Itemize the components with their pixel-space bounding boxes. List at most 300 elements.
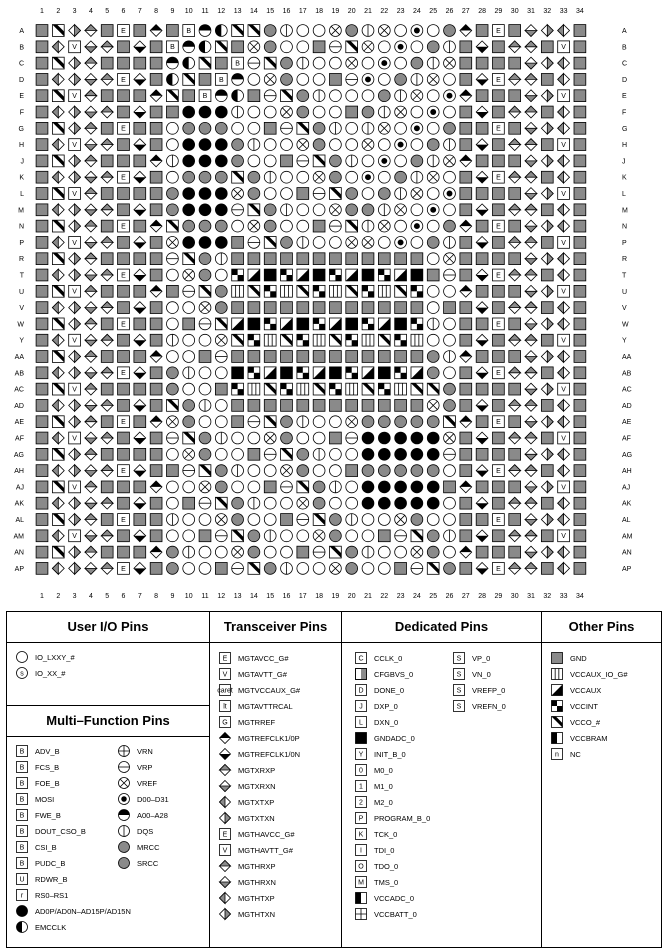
pin-cell bbox=[36, 171, 48, 183]
pin-cell bbox=[509, 155, 521, 167]
pin-cell bbox=[297, 155, 309, 167]
svg-text:Y: Y bbox=[358, 751, 364, 759]
pin-cell bbox=[460, 41, 472, 53]
pin-cell bbox=[476, 497, 488, 509]
pin-cell bbox=[346, 106, 358, 118]
pin-cell bbox=[232, 220, 244, 232]
row-label: U bbox=[18, 288, 24, 296]
pin-cell bbox=[558, 465, 570, 477]
pin-cell bbox=[493, 139, 505, 151]
pin-cell bbox=[346, 25, 358, 37]
pin-cell bbox=[85, 139, 97, 151]
pin-cell bbox=[460, 302, 472, 314]
pin-cell bbox=[248, 122, 260, 134]
pin-cell bbox=[411, 237, 423, 249]
pin-cell bbox=[150, 188, 162, 200]
pin-cell bbox=[541, 497, 553, 509]
column-label: 5 bbox=[105, 8, 110, 15]
pin-cell bbox=[378, 334, 390, 346]
pin-cell bbox=[493, 90, 505, 102]
pin-cell bbox=[346, 546, 358, 558]
pin-cell bbox=[460, 57, 472, 69]
pin-cell bbox=[264, 285, 276, 297]
pin-cell bbox=[101, 155, 113, 167]
pin-cell bbox=[346, 497, 358, 509]
pin-cell bbox=[134, 302, 146, 314]
legend-item bbox=[218, 906, 300, 922]
legend-label: VREFN_0 bbox=[472, 701, 506, 711]
column-label: 7 bbox=[137, 593, 142, 600]
pin-cell bbox=[232, 41, 244, 53]
pin-cell bbox=[183, 383, 195, 395]
pin-cell bbox=[378, 106, 390, 118]
pin-cell bbox=[362, 530, 374, 542]
circle-bar-icon bbox=[117, 824, 131, 838]
column-label: 4 bbox=[88, 8, 93, 15]
pin-cell bbox=[85, 122, 97, 134]
legend-item bbox=[550, 714, 628, 730]
pin-cell bbox=[525, 367, 537, 379]
column-label: 19 bbox=[331, 8, 340, 15]
svg-text:r: r bbox=[20, 892, 24, 900]
pin-cell bbox=[362, 546, 374, 558]
pin-cell bbox=[509, 106, 521, 118]
b-icon bbox=[15, 856, 29, 870]
svg-text:E: E bbox=[496, 27, 501, 35]
legend-label: RDWR_B bbox=[35, 874, 68, 884]
pin-cell bbox=[297, 465, 309, 477]
row-label: AH bbox=[622, 468, 632, 476]
column-label: 30 bbox=[510, 593, 519, 600]
pin-cell bbox=[232, 318, 244, 330]
pin-cell bbox=[313, 334, 325, 346]
pin-cell bbox=[167, 351, 179, 363]
pin-cell bbox=[167, 530, 179, 542]
column-label: 20 bbox=[347, 593, 356, 600]
pin-cell bbox=[183, 139, 195, 151]
pin-cell bbox=[411, 25, 423, 37]
svg-text:E: E bbox=[121, 27, 126, 35]
pin-cell bbox=[215, 351, 227, 363]
pin-cell bbox=[313, 220, 325, 232]
pin-cell bbox=[444, 432, 456, 444]
legend-label: INIT_B_0 bbox=[374, 749, 406, 759]
pin-cell bbox=[378, 122, 390, 134]
legend-item bbox=[354, 810, 430, 826]
pin-cell bbox=[574, 302, 586, 314]
pin-cell bbox=[411, 74, 423, 86]
pin-cell bbox=[297, 367, 309, 379]
pin-cell bbox=[118, 334, 130, 346]
pin-cell bbox=[525, 481, 537, 493]
pin-cell bbox=[199, 530, 211, 542]
pin-cell bbox=[493, 400, 505, 412]
pin-cell bbox=[525, 432, 537, 444]
pin-cell bbox=[411, 400, 423, 412]
pin-cell bbox=[215, 514, 227, 526]
pin-cell bbox=[395, 139, 407, 151]
pin-cell bbox=[101, 383, 113, 395]
pin-cell bbox=[574, 41, 586, 53]
pin-cell bbox=[167, 269, 179, 281]
pin-cell bbox=[427, 448, 439, 460]
column-label: 21 bbox=[364, 593, 372, 600]
pin-cell bbox=[509, 237, 521, 249]
pin-cell bbox=[493, 155, 505, 167]
pin-cell bbox=[525, 465, 537, 477]
pin-cell bbox=[101, 481, 113, 493]
pin-cell bbox=[232, 514, 244, 526]
pin-cell bbox=[101, 25, 113, 37]
row-label: L bbox=[622, 191, 626, 198]
pin-cell bbox=[150, 204, 162, 216]
legend-item bbox=[117, 759, 169, 775]
pin-cell bbox=[134, 74, 146, 86]
pin-cell bbox=[134, 220, 146, 232]
pin-cell bbox=[167, 302, 179, 314]
column-label: 28 bbox=[478, 593, 486, 600]
dedicated-left-list bbox=[354, 650, 430, 922]
pin-cell bbox=[118, 351, 130, 363]
pin-cell bbox=[281, 90, 293, 102]
pin-cell bbox=[36, 188, 48, 200]
pin-cell bbox=[346, 285, 358, 297]
pin-cell bbox=[101, 563, 113, 575]
legend-item bbox=[15, 665, 201, 681]
pin-cell bbox=[558, 334, 570, 346]
pin-cell bbox=[330, 416, 342, 428]
pin-cell bbox=[558, 253, 570, 265]
pin-cell bbox=[118, 285, 130, 297]
pin-cell bbox=[150, 334, 162, 346]
pin-cell bbox=[541, 351, 553, 363]
r-icon bbox=[15, 888, 29, 902]
pin-cell bbox=[134, 465, 146, 477]
pin-cell bbox=[493, 171, 505, 183]
pin-cell bbox=[509, 481, 521, 493]
pin-cell bbox=[346, 188, 358, 200]
column-label: 31 bbox=[527, 8, 535, 15]
pin-cell bbox=[427, 155, 439, 167]
pin-cell bbox=[85, 269, 97, 281]
row-label: J bbox=[20, 158, 24, 166]
pin-cell bbox=[215, 106, 227, 118]
row-label: U bbox=[622, 288, 628, 296]
svg-text:E: E bbox=[496, 516, 501, 524]
pin-cell bbox=[215, 155, 227, 167]
pin-cell bbox=[509, 204, 521, 216]
pin-cell bbox=[264, 563, 276, 575]
pin-cell bbox=[215, 220, 227, 232]
pin-cell bbox=[427, 253, 439, 265]
pin-cell bbox=[444, 351, 456, 363]
pin-cell bbox=[509, 90, 521, 102]
pin-cell bbox=[493, 253, 505, 265]
pin-cell bbox=[264, 269, 276, 281]
pin-cell bbox=[574, 432, 586, 444]
pin-cell bbox=[346, 237, 358, 249]
column-label: 24 bbox=[413, 8, 421, 15]
column-label: 29 bbox=[494, 8, 503, 15]
pin-cell bbox=[509, 530, 521, 542]
pin-cell bbox=[36, 400, 48, 412]
pin-cell bbox=[411, 465, 423, 477]
pin-cell bbox=[558, 432, 570, 444]
pin-cell bbox=[36, 269, 48, 281]
pin-cell bbox=[167, 334, 179, 346]
pin-cell bbox=[134, 90, 146, 102]
pin-cell bbox=[313, 465, 325, 477]
column-label: 9 bbox=[170, 8, 175, 15]
dia-top-icon bbox=[218, 731, 232, 745]
pin-cell bbox=[411, 302, 423, 314]
pin-cell bbox=[427, 171, 439, 183]
legend-item bbox=[452, 682, 506, 698]
row-label: AL bbox=[622, 517, 631, 524]
row-label: AN bbox=[14, 549, 24, 557]
pin-cell bbox=[378, 74, 390, 86]
pin-cell bbox=[476, 220, 488, 232]
pin-cell bbox=[362, 188, 374, 200]
pin-cell bbox=[313, 351, 325, 363]
pin-cell bbox=[85, 530, 97, 542]
svg-text:L: L bbox=[359, 719, 363, 727]
row-label: B bbox=[622, 44, 627, 52]
pin-cell bbox=[150, 448, 162, 460]
pin-cell bbox=[52, 90, 64, 102]
pin-cell bbox=[215, 41, 227, 53]
pin-cell bbox=[330, 155, 342, 167]
pin-cell bbox=[362, 204, 374, 216]
pin-cell bbox=[330, 351, 342, 363]
pin-cell bbox=[313, 514, 325, 526]
pin-cell bbox=[118, 57, 130, 69]
pin-cell bbox=[525, 546, 537, 558]
pin-cell bbox=[362, 400, 374, 412]
pin-cell bbox=[248, 285, 260, 297]
pin-cell bbox=[476, 122, 488, 134]
pin-cell bbox=[69, 57, 81, 69]
pin-cell bbox=[330, 57, 342, 69]
v-icon bbox=[218, 843, 232, 857]
dia-bottom-icon bbox=[218, 747, 232, 761]
pin-cell bbox=[232, 400, 244, 412]
pin-cell bbox=[101, 367, 113, 379]
pin-cell bbox=[509, 74, 521, 86]
s-icon bbox=[452, 683, 466, 697]
pin-cell bbox=[460, 383, 472, 395]
pin-cell bbox=[118, 465, 130, 477]
pin-cell bbox=[199, 318, 211, 330]
pin-cell bbox=[281, 285, 293, 297]
pin-cell bbox=[248, 481, 260, 493]
pin-cell bbox=[313, 171, 325, 183]
pin-cell bbox=[541, 106, 553, 118]
pin-cell bbox=[362, 220, 374, 232]
pin-cell bbox=[476, 237, 488, 249]
pin-cell bbox=[281, 25, 293, 37]
legend-item bbox=[117, 791, 169, 807]
pin-cell bbox=[199, 74, 211, 86]
pin-cell bbox=[183, 171, 195, 183]
pin-cell bbox=[460, 25, 472, 37]
pin-cell bbox=[150, 432, 162, 444]
pin-cell bbox=[183, 514, 195, 526]
pin-cell bbox=[232, 302, 244, 314]
pin-cell bbox=[330, 432, 342, 444]
pin-cell bbox=[167, 465, 179, 477]
pin-cell bbox=[444, 334, 456, 346]
pin-cell bbox=[411, 188, 423, 200]
pin-cell bbox=[281, 432, 293, 444]
sq-half-left-icon bbox=[354, 891, 368, 905]
row-label: F bbox=[622, 109, 627, 117]
pin-cell bbox=[69, 563, 81, 575]
pin-cell bbox=[395, 302, 407, 314]
pin-cell bbox=[395, 204, 407, 216]
pin-cell bbox=[558, 367, 570, 379]
pin-cell bbox=[118, 74, 130, 86]
pin-cell bbox=[395, 400, 407, 412]
pin-cell bbox=[460, 155, 472, 167]
pin-cell bbox=[183, 74, 195, 86]
m-icon bbox=[354, 875, 368, 889]
pin-cell bbox=[558, 563, 570, 575]
svg-text:V: V bbox=[222, 847, 228, 855]
pin-cell bbox=[167, 416, 179, 428]
pin-cell bbox=[444, 546, 456, 558]
pin-cell bbox=[52, 400, 64, 412]
pin-cell bbox=[313, 25, 325, 37]
pin-cell bbox=[558, 497, 570, 509]
row-label: AB bbox=[622, 370, 632, 378]
legend-item bbox=[218, 650, 300, 666]
pin-cell bbox=[134, 432, 146, 444]
svg-text:E: E bbox=[496, 468, 501, 475]
pin-cell bbox=[215, 465, 227, 477]
pin-cell bbox=[460, 514, 472, 526]
pin-cell bbox=[427, 269, 439, 281]
pin-cell bbox=[297, 351, 309, 363]
pin-cell bbox=[444, 90, 456, 102]
pin-cell bbox=[493, 481, 505, 493]
pin-cell bbox=[167, 383, 179, 395]
pin-cell bbox=[264, 90, 276, 102]
pin-cell bbox=[541, 334, 553, 346]
pin-cell bbox=[541, 546, 553, 558]
pin-cell bbox=[101, 74, 113, 86]
pin-cell bbox=[541, 530, 553, 542]
legend-label: CSI_B bbox=[35, 842, 57, 852]
svg-text:S: S bbox=[456, 703, 462, 711]
pin-cell bbox=[150, 41, 162, 53]
pin-cell bbox=[297, 139, 309, 151]
pin-cell bbox=[525, 497, 537, 509]
pin-cell bbox=[183, 57, 195, 69]
pin-cell bbox=[444, 57, 456, 69]
column-label: 13 bbox=[233, 593, 242, 600]
column-label: 18 bbox=[315, 593, 323, 600]
pin-cell bbox=[346, 383, 358, 395]
pin-cell bbox=[476, 334, 488, 346]
svg-text:1: 1 bbox=[359, 783, 363, 791]
pin-cell bbox=[264, 220, 276, 232]
pin-cell bbox=[52, 155, 64, 167]
pin-cell bbox=[493, 74, 505, 86]
pin-cell bbox=[101, 334, 113, 346]
pin-cell bbox=[541, 25, 553, 37]
column-label: 34 bbox=[576, 8, 584, 15]
pin-cell bbox=[574, 334, 586, 346]
circle-icon bbox=[15, 650, 29, 664]
pin-cell bbox=[101, 139, 113, 151]
pin-cell bbox=[362, 563, 374, 575]
pin-cell bbox=[183, 448, 195, 460]
pin-cell bbox=[493, 416, 505, 428]
pin-cell bbox=[362, 90, 374, 102]
pin-cell bbox=[509, 253, 521, 265]
svg-text:V: V bbox=[561, 337, 566, 345]
pin-cell bbox=[297, 285, 309, 297]
row-label: J bbox=[622, 158, 626, 166]
pin-cell bbox=[411, 253, 423, 265]
pin-cell bbox=[264, 106, 276, 118]
pin-cell bbox=[476, 465, 488, 477]
pin-cell bbox=[118, 514, 130, 526]
pin-cell bbox=[85, 57, 97, 69]
pin-cell bbox=[541, 155, 553, 167]
pin-cell bbox=[574, 351, 586, 363]
pin-cell bbox=[476, 416, 488, 428]
pin-cell bbox=[85, 253, 97, 265]
legend-label: MGTXRXN bbox=[238, 781, 276, 791]
pin-cell bbox=[248, 41, 260, 53]
svg-text:B: B bbox=[202, 93, 208, 101]
pin-cell bbox=[525, 334, 537, 346]
pin-cell bbox=[346, 530, 358, 542]
pin-cell bbox=[248, 432, 260, 444]
legend-item bbox=[218, 826, 300, 842]
pin-cell bbox=[36, 90, 48, 102]
pin-cell bbox=[541, 383, 553, 395]
pin-cell bbox=[427, 465, 439, 477]
legend-item bbox=[218, 794, 300, 810]
pin-cell bbox=[134, 514, 146, 526]
legend-transceiver bbox=[210, 612, 342, 947]
pin-cell bbox=[101, 318, 113, 330]
column-label: 23 bbox=[396, 593, 405, 600]
pin-cell bbox=[248, 563, 260, 575]
pin-cell bbox=[411, 57, 423, 69]
pin-cell bbox=[52, 122, 64, 134]
pin-cell bbox=[199, 465, 211, 477]
pin-cell bbox=[509, 122, 521, 134]
legend-item bbox=[218, 890, 300, 906]
pin-cell bbox=[509, 546, 521, 558]
pin-cell bbox=[346, 465, 358, 477]
svg-text:P: P bbox=[358, 815, 364, 823]
pin-cell bbox=[330, 171, 342, 183]
legend-label: SRCC bbox=[137, 858, 159, 868]
pin-cell bbox=[52, 497, 64, 509]
pin-cell bbox=[444, 416, 456, 428]
pin-cell bbox=[313, 416, 325, 428]
row-label: N bbox=[18, 223, 24, 231]
pin-cell bbox=[264, 139, 276, 151]
pin-cell bbox=[297, 563, 309, 575]
column-label: 15 bbox=[266, 593, 275, 600]
pin-cell bbox=[118, 25, 130, 37]
